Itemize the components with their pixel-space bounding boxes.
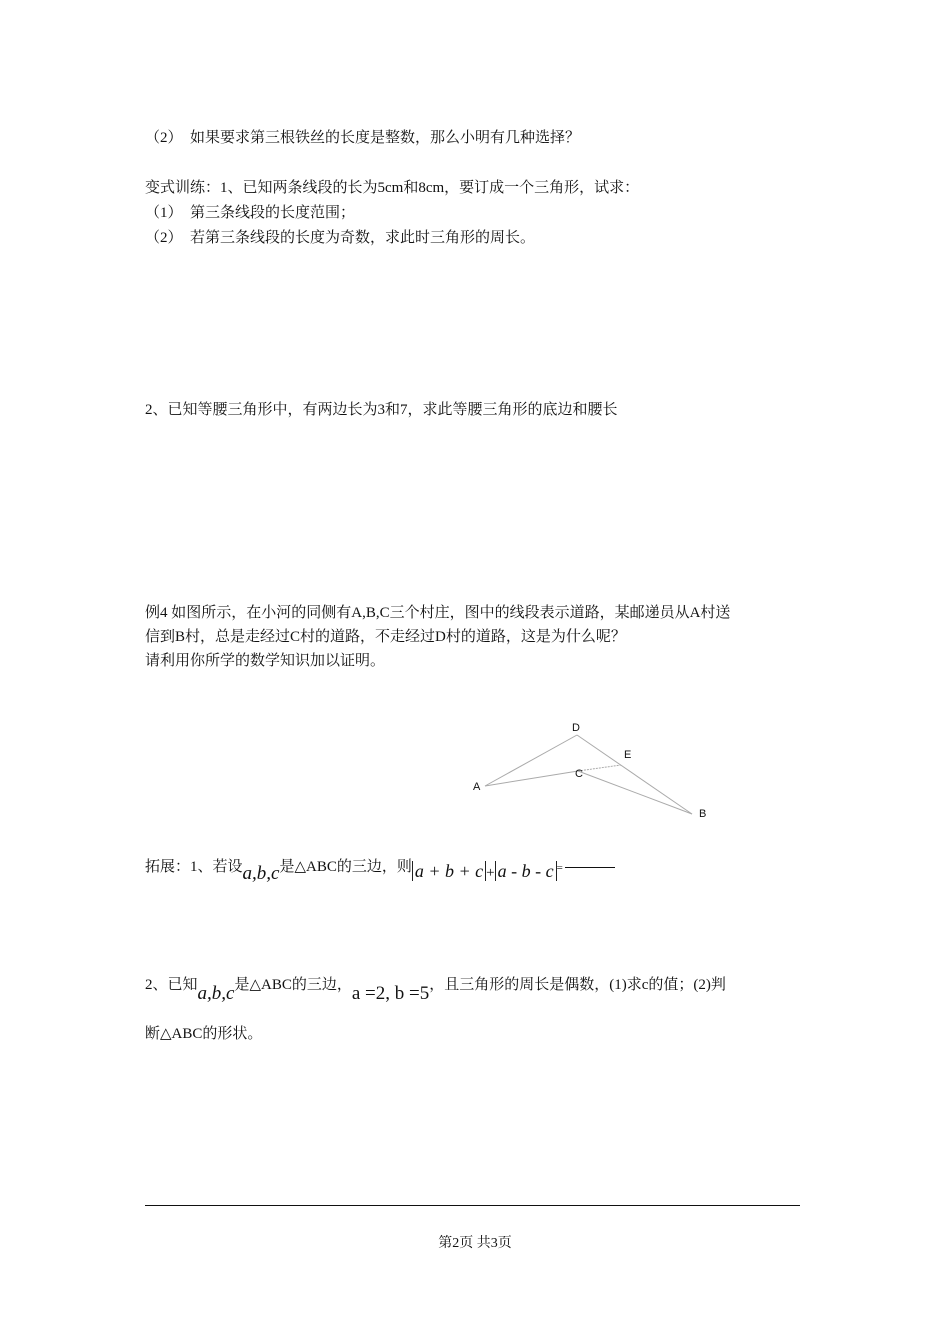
ext-prefix: 拓展：1、若设 [145, 859, 243, 875]
extension-question-2 [145, 974, 726, 1004]
segment-ce [578, 765, 621, 771]
label-a: A [473, 781, 481, 793]
q2-prefix: 2、已知 [145, 977, 198, 993]
footer-rule [145, 1205, 800, 1206]
label-e: E [624, 749, 632, 761]
example-4-line-2: 信到B村，总是走经过C村的道路，不走经过D村的道路，这是为什么呢？ [145, 629, 626, 645]
q2-rest: ，且三角形的周长是偶数，(1)求c的值；(2)判 [429, 977, 726, 993]
ext-mid: 是△ABC的三边，则 [279, 859, 412, 875]
label-b: B [699, 808, 707, 820]
question-2: （2） 如果要求第三根铁丝的长度是整数，那么小明有几种选择？ [145, 130, 581, 146]
example-4-line-3: 请利用你所学的数学知识加以证明。 [145, 653, 386, 669]
variant-part-1: （1） 第三条线段的长度范围； [145, 205, 356, 221]
extension-question-1 [145, 855, 615, 884]
variant-part-2: （2） 若第三条线段的长度为奇数，求此时三角形的周长。 [145, 230, 536, 246]
abs-expression-1: a + b + c [412, 861, 486, 881]
label-c: C [575, 768, 583, 780]
q2-given: a =2, b =5 [351, 983, 430, 1004]
q2-vars: a,b,c [197, 983, 235, 1004]
isosceles-question: 2、已知等腰三角形中，有两边长为3和7，求此等腰三角形的底边和腰长 [145, 402, 618, 418]
equals-sign: = [556, 862, 563, 874]
answer-blank [565, 867, 615, 868]
q2-mid: 是△ABC的三边， [234, 977, 352, 993]
q2-line-2: 断△ABC的形状。 [145, 1026, 263, 1042]
segment-cb [578, 771, 692, 814]
variant-intro: 变式训练：1、已知两条线段的长为5cm和8cm，要订成一个三角形，试求： [145, 180, 640, 196]
label-d: D [572, 722, 580, 734]
page-footer: 第2页 共3页 [438, 1236, 512, 1251]
ext-vars: a,b,c [242, 863, 280, 884]
example-4-line-1: 例4 如图所示，在小河的同侧有A,B,C三个村庄，图中的线段表示道路，某邮递员从A村送 [145, 605, 731, 621]
plus-sign: + [486, 865, 495, 881]
segment-db [577, 735, 692, 814]
abs-expression-2: a - b - c [495, 861, 557, 881]
